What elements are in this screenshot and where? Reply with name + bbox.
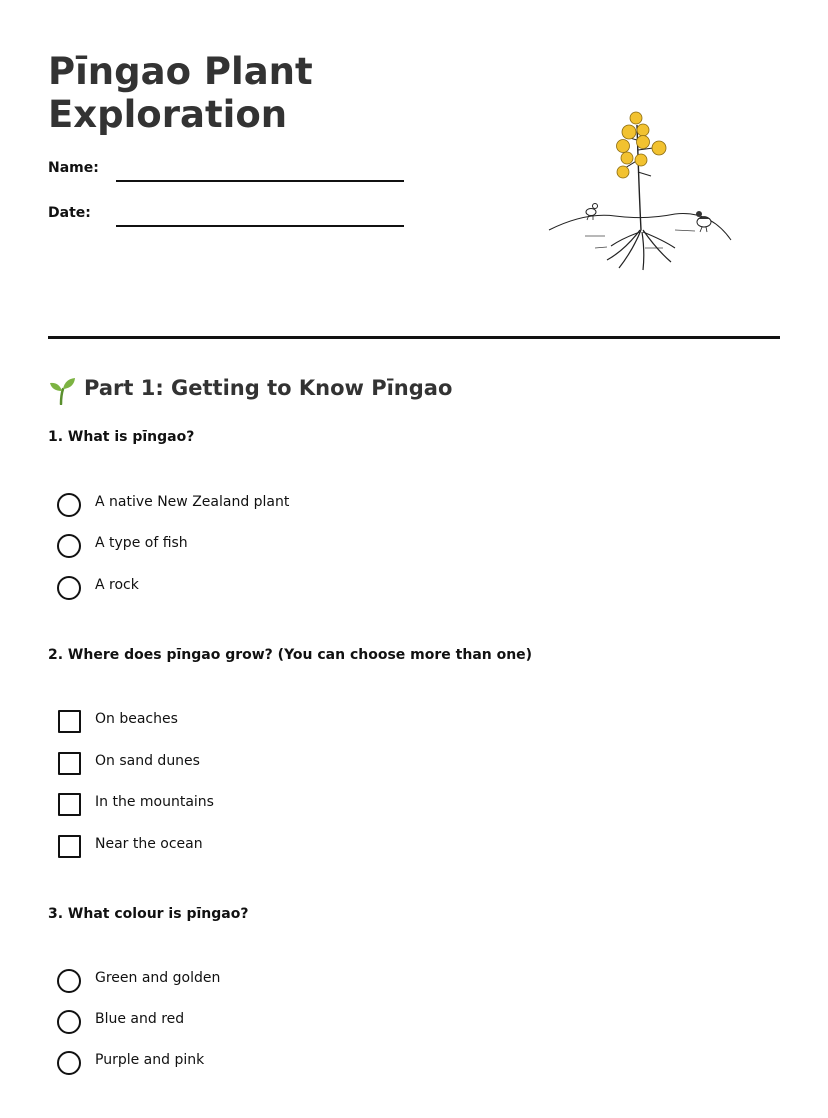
option-label: In the mountains [95,794,214,810]
checkbox[interactable] [58,835,81,858]
option-label: A rock [95,577,139,593]
sprout-icon [48,377,76,405]
title-line-1: Pīngao Plant [48,50,313,93]
radio-button[interactable] [57,1010,81,1034]
title-line-2: Exploration [48,93,288,136]
name-write-line[interactable] [116,180,404,182]
option-label: A type of fish [95,535,188,551]
q2-option-2[interactable] [57,751,457,777]
radio-button[interactable] [57,534,81,558]
option-label: Purple and pink [95,1052,205,1068]
pingao-plant-with-birds-illustration [545,100,735,275]
q3-option-2[interactable] [57,1009,457,1035]
option-label: Near the ocean [95,836,203,852]
name-label: Name: [48,160,99,176]
radio-button[interactable] [57,493,81,517]
section-divider [48,336,780,339]
checkbox[interactable] [58,793,81,816]
q2-option-1[interactable] [57,709,457,735]
option-label: A native New Zealand plant [95,494,290,510]
radio-button[interactable] [57,969,81,993]
question-1: 1. What is pīngao? [48,429,195,445]
q3-option-3[interactable] [57,1050,457,1076]
date-write-line[interactable] [116,225,404,227]
radio-button[interactable] [57,576,81,600]
q2-option-3[interactable] [57,792,457,818]
option-label: On sand dunes [95,753,200,769]
part-1-heading-text: Part 1: Getting to Know Pīngao [84,376,453,400]
page-title [48,50,368,136]
checkbox[interactable] [58,710,81,733]
q2-option-4[interactable] [57,834,457,860]
q1-option-1[interactable] [57,492,457,518]
question-2: 2. Where does pīngao grow? (You can choose more than one) [48,647,533,663]
date-label: Date: [48,205,91,221]
q1-option-2[interactable] [57,533,457,559]
question-3: 3. What colour is pīngao? [48,906,249,922]
option-label: Blue and red [95,1011,185,1027]
date-field[interactable] [48,205,408,235]
radio-button[interactable] [57,1051,81,1075]
checkbox[interactable] [58,752,81,775]
name-field[interactable] [48,160,408,190]
option-label: Green and golden [95,970,221,986]
q1-option-3[interactable] [57,575,457,601]
q3-option-1[interactable] [57,968,457,994]
option-label: On beaches [95,711,178,727]
